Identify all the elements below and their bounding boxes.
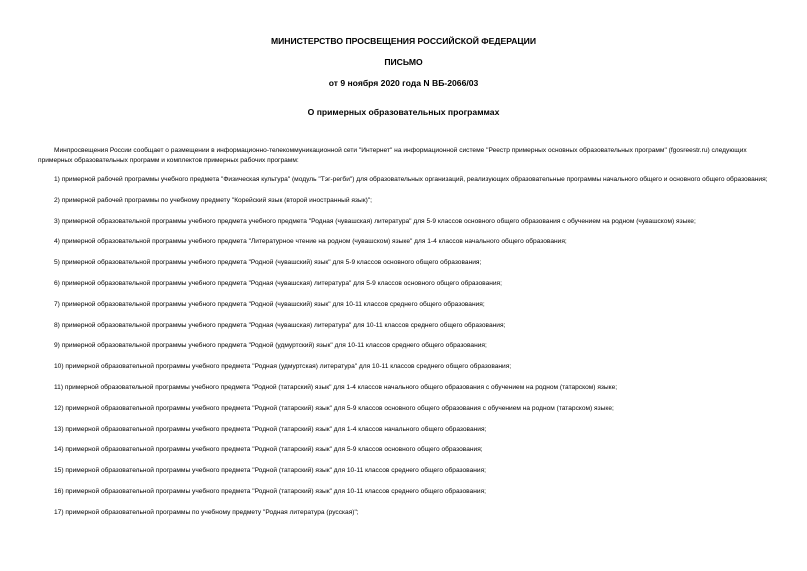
document-date-number: от 9 ноября 2020 года N ВБ-2066/03 xyxy=(328,78,479,88)
list-item: 15) примерной образовательной программы учебного предмета "Родной (татарский) язык" для 10-11 классов среднего общего образования; xyxy=(54,467,486,475)
program-list xyxy=(38,175,773,529)
intro-paragraph: Минпросвещения России сообщает о размещении в информационно-телекоммуникационной сети "Интернет" на информационной системе "Реестр примерных основных образовательных программ" (fgosreestr.ru) следующих примерных образовательных программ и комплектов примерных рабочих программ: xyxy=(38,147,747,164)
list-item: 3) примерной образовательной программы учебного предмета учебного предмета "Родная (чувашская) литература" для 5-9 классов основного общего образования с обучением на родном (чувашском) языке; xyxy=(54,217,696,225)
list-item: 14) примерной образовательной программы учебного предмета "Родной (татарский) язык" для 5-9 классов основного общего образования; xyxy=(54,446,483,454)
list-item: 17) примерной образовательной программы по учебному предмету "Родная литература (русская)"; xyxy=(54,508,359,516)
list-item: 10) примерной образовательной программы учебного предмета "Родная (удмуртская) литература" для 10-11 классов среднего общего образования; xyxy=(54,363,512,371)
list-item: 6) примерной образовательной программы учебного предмета "Родная (чувашская) литература" для 5-9 классов основного общего образования; xyxy=(54,279,502,287)
list-item: 13) примерной образовательной программы учебного предмета "Родной (татарский) язык" для 1-4 классов начального общего образования; xyxy=(54,425,487,433)
ministry-heading: МИНИСТЕРСТВО ПРОСВЕЩЕНИЯ РОССИЙСКОЙ ФЕДЕРАЦИИ xyxy=(270,36,537,46)
list-item: 11) примерной образовательной программы учебного предмета "Родной (татарский) язык" для 1-4 классов начального общего образования с обучением на родном (татарском) языке; xyxy=(54,383,618,391)
list-item: 9) примерной образовательной программы учебного предмета "Родной (удмуртский) язык" для 10-11 классов среднего общего образования; xyxy=(54,342,487,350)
list-item: 12) примерной образовательной программы учебного предмета "Родной (татарский) язык" для 5-9 классов основного общего образования с обучением на родном (татарском) языке; xyxy=(54,404,614,412)
list-item: 8) примерной образовательной программы учебного предмета "Родная (чувашская) литература" для 10-11 классов среднего общего образования; xyxy=(54,321,506,329)
list-item: 1) примерной рабочей программы учебного предмета "Физическая культура" (модуль "Тэг-регби") для образовательных организаций, реализующих образовательные программы начального общего и основного общего образования; xyxy=(54,176,768,183)
document-type: ПИСЬМО xyxy=(384,57,423,67)
list-item: 5) примерной образовательной программы учебного предмета "Родной (чувашский) язык" для 5-9 классов основного общего образования; xyxy=(54,259,482,267)
document-subject: О примерных образовательных программах xyxy=(307,107,500,117)
list-item: 16) примерной образовательной программы учебного предмета "Родной (татарский) язык" для 10-11 классов среднего общего образования; xyxy=(54,487,486,495)
list-item: 4) примерной образовательной программы учебного предмета "Литературное чтение на родном (чувашском) языке" для 1-4 классов начального общего образования; xyxy=(54,238,567,246)
list-item: 7) примерной образовательной программы учебного предмета "Родной (чувашский) язык" для 10-11 классов среднего общего образования; xyxy=(54,300,485,308)
list-item: 2) примерной рабочей программы по учебному предмету "Корейский язык (второй иностранный язык)"; xyxy=(54,196,372,204)
